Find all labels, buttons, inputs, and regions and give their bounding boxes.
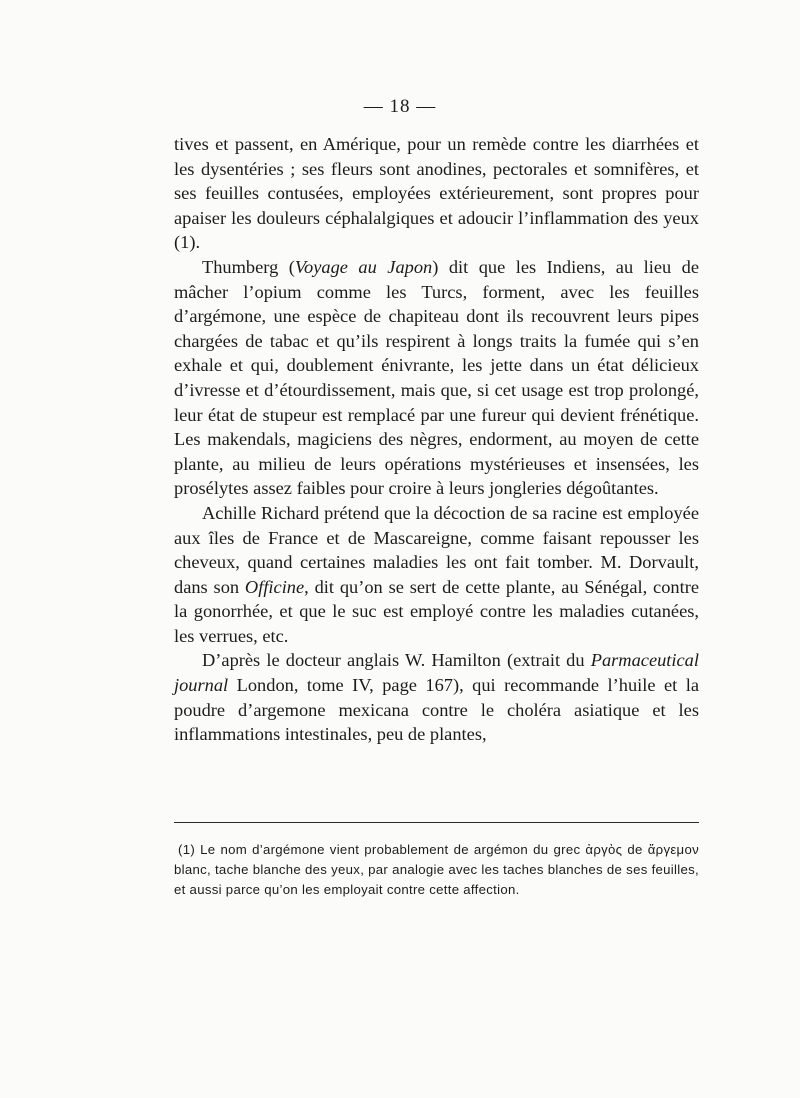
footnote xyxy=(174,840,699,900)
footnote-divider xyxy=(174,822,699,823)
paragraph-2 xyxy=(174,255,699,501)
page-number: — 18 — xyxy=(363,96,437,117)
book-title-officine: Officine xyxy=(244,576,305,597)
footnote-text: (1) Le nom d’argémone vient probablement de argémon du grec ἀργὸς de ἄργεμον blanc, tache blanche des yeux, par analogie avec les taches blanches de ses feuilles, et aussi parce qu’on les employait contre cette affection. xyxy=(174,842,699,897)
paragraph-4 xyxy=(174,648,699,746)
paragraph-3 xyxy=(174,501,699,649)
paragraph-2-rest: ) dit que les Indiens, au lieu de mâcher l’opium comme les Turcs, forment, avec les feuilles d’argémone, une espèce de chapiteau dont ils recouvrent leurs pipes chargées de tabac et qu’ils respirent à longs traits la fumée qui s’en exhale et qui, doublement énivrante, les jette dans un état délicieux d’ivresse et d’étourdissement, mais que, si cet usage est trop prolongé, leur état de stupeur est remplacé par une fureur qui devient frénétique. Les makendals, magiciens des nègres, endorment, au moyen de cette plante, au milieu de leurs opérations mystérieuses et insensées, les prosélytes assez faibles pour croire à leurs jongleries dégoûtantes. xyxy=(174,256,700,499)
paragraph-4-start: D’après le docteur anglais W. Hamilton (extrait du xyxy=(202,650,591,671)
body-text xyxy=(174,132,699,747)
paragraph-2-start: Thumberg ( xyxy=(202,256,295,277)
journal-title: Parmaceutical journal xyxy=(174,650,699,696)
book-title-voyage-au-japon: Voyage au Japon xyxy=(294,256,433,277)
paragraph-3-start: Achille Richard prétend que la décoction de sa racine est employée aux îles de France et de Mascareigne, comme faisant repousser les cheveux, quand certaines maladies les ont fait tomber. M. Dorvault, dans son xyxy=(174,502,699,597)
paragraph-1: tives et passent, en Amérique, pour un remède contre les diarrhées et les dysentéries ; ses fleurs sont anodines, pectorales et somnifères, et ses feuilles contusées, employées extérieurement, sont propres pour apaiser les douleurs céphalalgiques et adoucir l’inflammation des yeux (1). xyxy=(174,134,699,253)
paragraph-4-rest: London, tome IV, page 167), qui recommande l’huile et la poudre d’argemone mexicana contre le choléra asiatique et les inflammations intestinales, peu de plantes, xyxy=(174,675,699,745)
paragraph-3-rest: , dit qu’on se sert de cette plante, au Sénégal, contre la gonorrhée, et que le suc est employé contre les maladies cutanées, les verrues, etc. xyxy=(174,576,699,646)
